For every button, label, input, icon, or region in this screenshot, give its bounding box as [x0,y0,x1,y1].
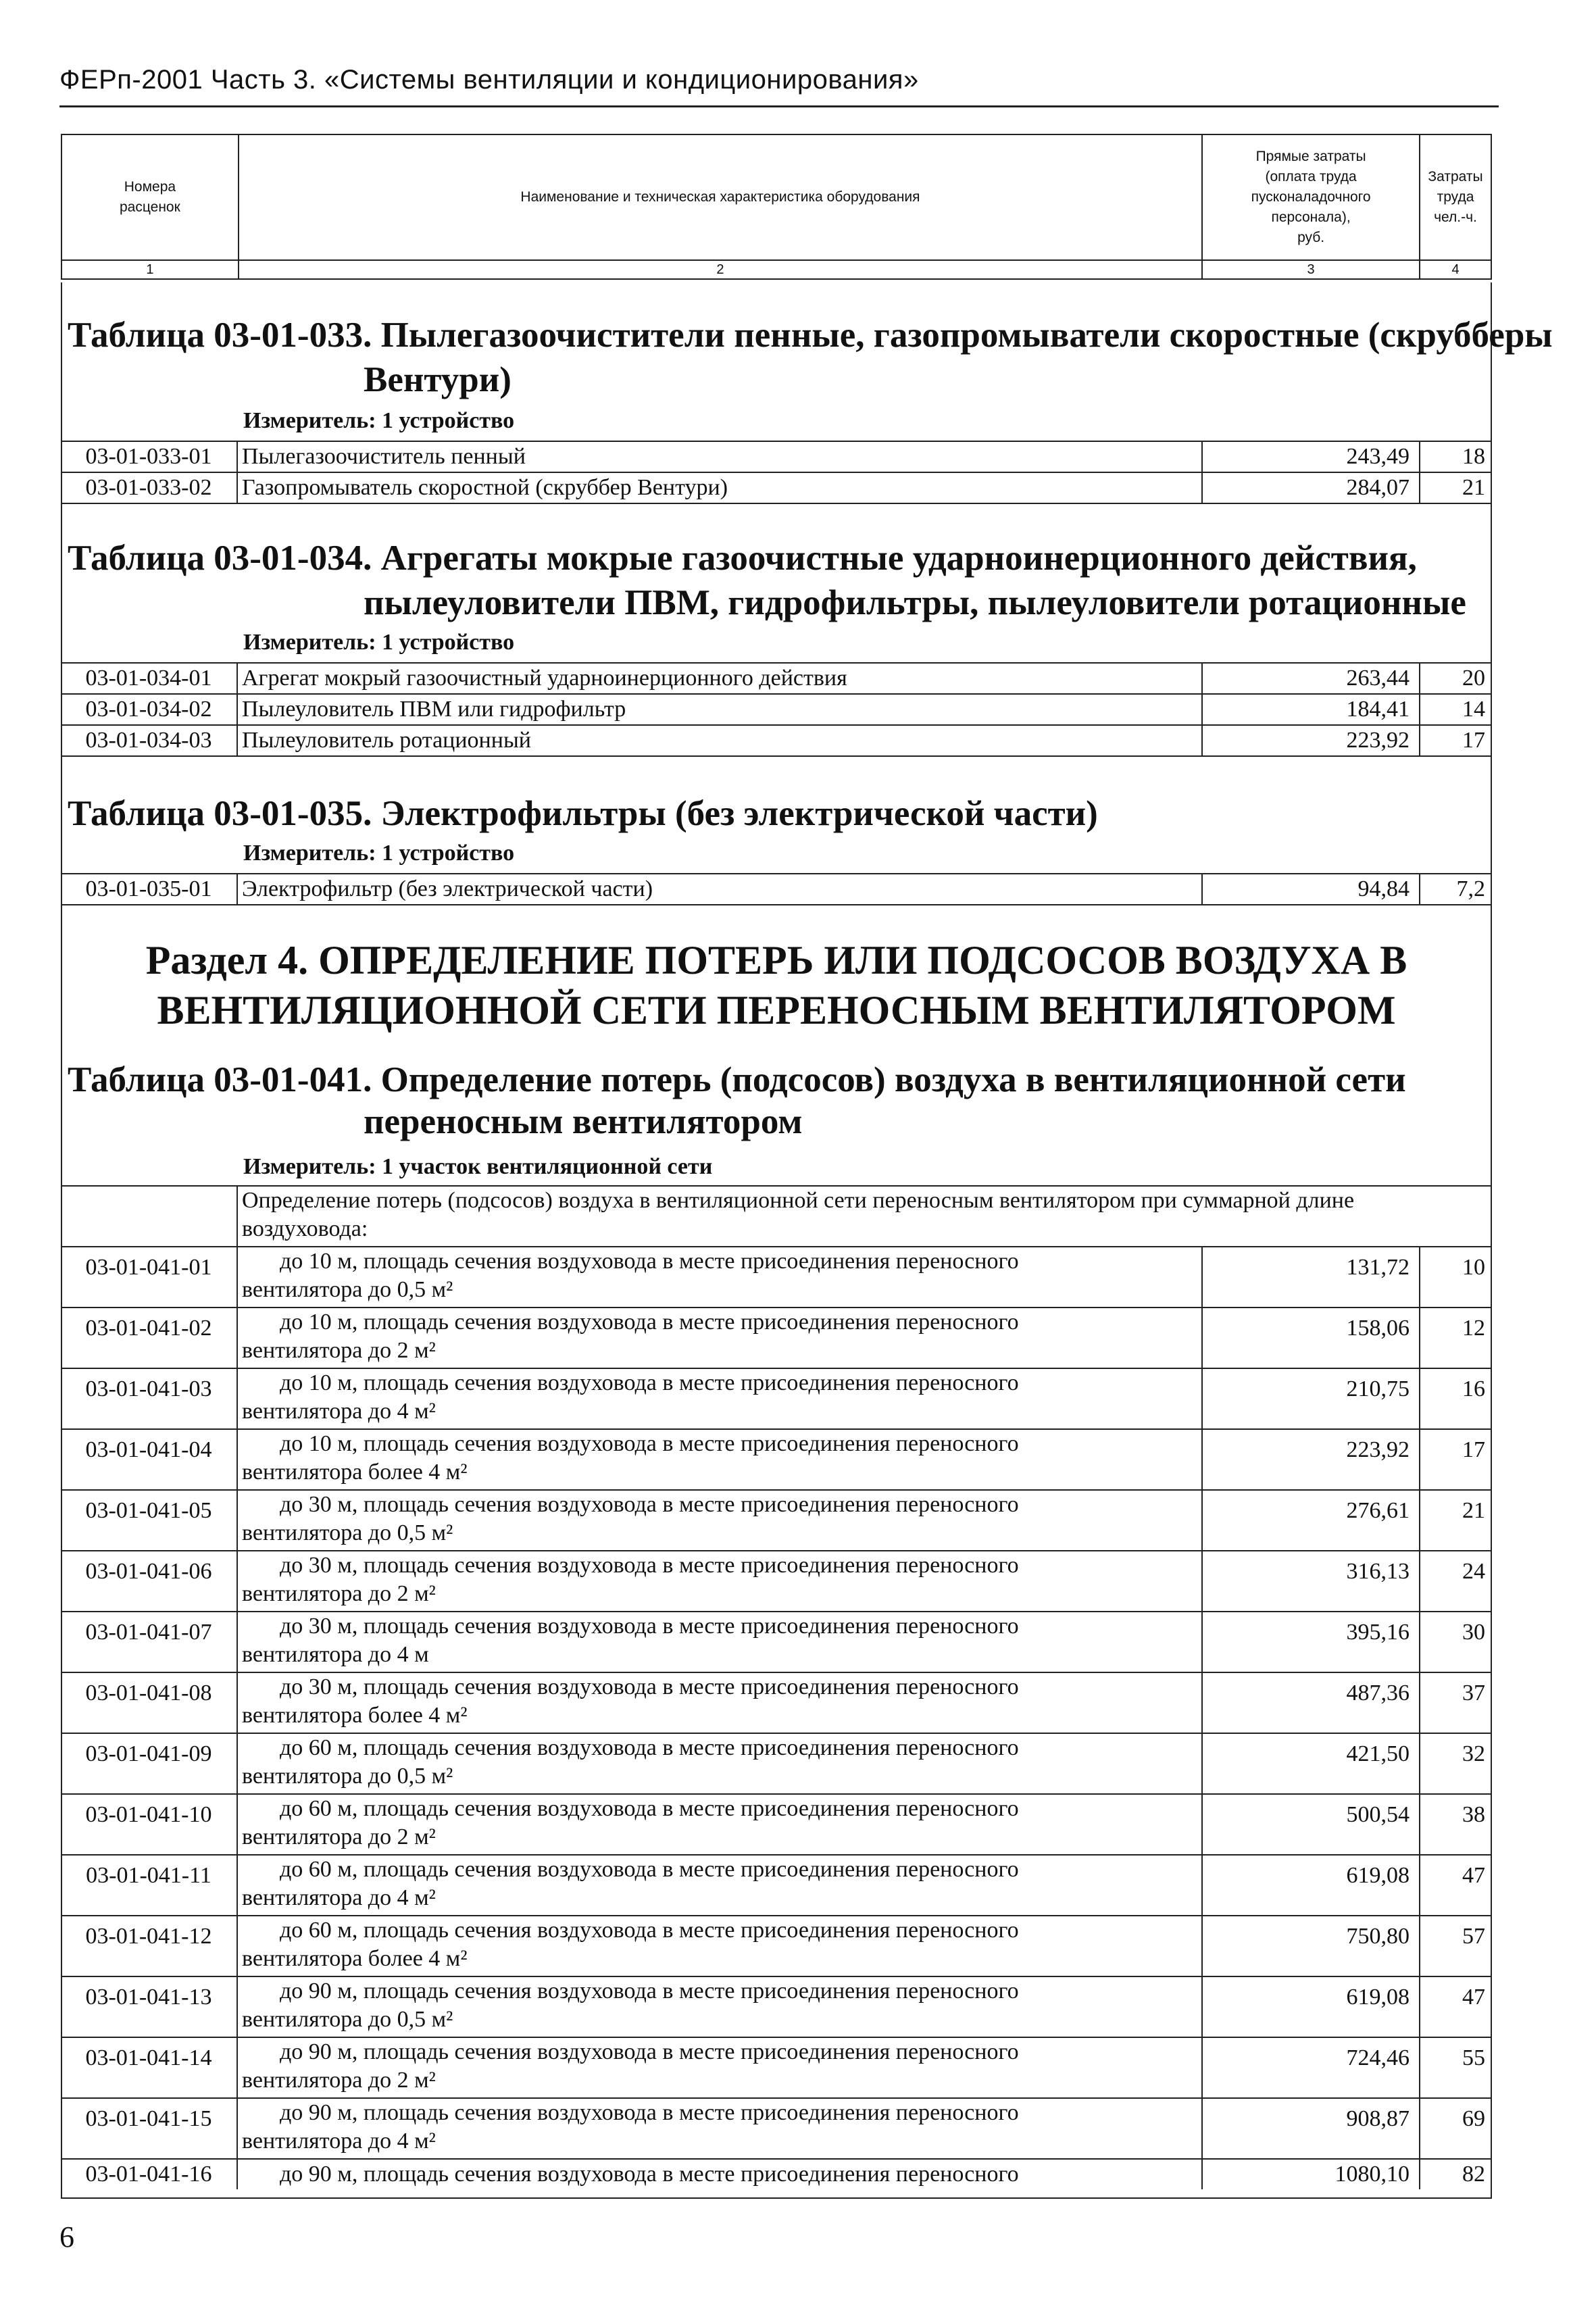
equipment-name-cell: Агрегат мокрый газоочистный ударноинерционного действия [238,664,1203,693]
equipment-name-cell [238,2099,1203,2158]
name-line1: до 60 м, площадь сечения воздуховода в месте присоединения переносного [280,1918,1019,1943]
table-033-rows [61,441,1492,504]
labor-cost-cell: 37 [1462,1681,1485,1706]
equipment-name-cell [238,1856,1203,1915]
table-035-rows [61,873,1492,905]
rate-code-cell: 03-01-034-03 [61,726,238,755]
equipment-name-cell [238,2038,1203,2097]
table-034-title-line2: пылеуловители ПВМ, гидрофильтры, пылеуловители ротационные [364,583,1466,622]
name-line2: вентилятора до 0,5 м² [242,1764,453,1789]
table-033-title-line1: Таблица 03-01-033. Пылегазоочистители пенные, газопромыватели скоростные (скрубберы [68,316,1553,355]
name-line1: до 10 м, площадь сечения воздуховода в месте присоединения переносного [280,1431,1019,1456]
intro-code-cell [61,1187,238,1246]
labor-cost-cell: 55 [1462,2045,1485,2070]
rate-code-cell: 03-01-041-11 [61,1856,238,1915]
equipment-name-cell [238,1612,1203,1672]
table-row [61,1308,1492,1369]
column-header-labor: Затраты труда чел.-ч. [1420,134,1491,260]
direct-cost-cell: 276,61 [1203,1491,1420,1550]
table-033-measure: Измеритель: 1 устройство [243,408,515,433]
direct-cost-cell: 750,80 [1203,1916,1420,1976]
table-row [61,1673,1492,1734]
table-row [61,1856,1492,1916]
direct-cost-cell: 243,49 [1203,442,1420,472]
running-header: ФЕРп-2001 Часть 3. «Системы вентиляции и кондиционирования» [59,65,919,95]
direct-cost-cell: 619,08 [1203,1977,1420,2037]
labor-cost-cell: 21 [1462,475,1485,500]
equipment-name-cell [238,1491,1203,1550]
table-034-measure: Измеритель: 1 устройство [243,630,515,655]
name-line2: вентилятора до 0,5 м² [242,1277,453,1302]
labor-cost-cell: 17 [1462,1437,1485,1462]
name-line2: вентилятора до 4 м [242,1642,429,1667]
labor-cost-cell: 7,2 [1456,876,1485,901]
name-line1: до 60 м, площадь сечения воздуховода в месте присоединения переносного [280,1857,1019,1882]
table-035-measure: Измеритель: 1 устройство [243,841,515,866]
table-row [61,1795,1492,1856]
equipment-name-cell [238,2160,1203,2189]
rate-code-cell: 03-01-041-14 [61,2038,238,2097]
equipment-name-cell [238,1430,1203,1489]
table-041-intro-line2: воздуховода: [242,1216,368,1241]
labor-cost-cell: 30 [1462,1620,1485,1645]
labor-cost-cell: 82 [1462,2162,1485,2187]
name-line1: до 60 м, площадь сечения воздуховода в месте присоединения переносного [280,1735,1019,1760]
rate-code-cell: 03-01-041-16 [61,2160,238,2189]
direct-cost-cell: 263,44 [1203,664,1420,693]
labor-cost-cell: 14 [1462,697,1485,722]
column-number-1: 1 [61,260,239,279]
table-row [61,695,1492,726]
name-line2: вентилятора более 4 м² [242,1703,468,1728]
table-row [61,1977,1492,2038]
table-041-intro-line1: Определение потерь (подсосов) воздуха в вентиляционной сети переносным вентилятором при суммарной длине [242,1188,1355,1213]
direct-cost-cell: 1080,10 [1203,2160,1420,2189]
rate-code-cell: 03-01-041-15 [61,2099,238,2158]
page-number: 6 [59,2220,74,2254]
table-034-rows [61,662,1492,757]
column-number-4: 4 [1420,260,1491,279]
rate-code-cell: 03-01-041-06 [61,1551,238,1611]
column-header-table [61,134,1492,280]
table-041-title-line2: переносным вентилятором [364,1102,803,1141]
table-row [61,726,1492,757]
table-row [61,2099,1492,2160]
rate-code-cell: 03-01-035-01 [61,874,238,904]
table-041-intro-text [238,1187,1492,1243]
rate-code-cell: 03-01-033-01 [61,442,238,472]
equipment-name-cell [238,1734,1203,1793]
equipment-name-cell: Электрофильтр (без электрической части) [238,874,1203,904]
direct-cost-cell: 210,75 [1203,1369,1420,1428]
labor-cost-cell: 21 [1462,1498,1485,1523]
direct-cost-cell: 223,92 [1203,726,1420,755]
equipment-name-cell [238,1916,1203,1976]
table-041-intro-row [61,1187,1492,1247]
equipment-name-cell [238,1977,1203,2037]
labor-cost-cell: 69 [1462,2106,1485,2131]
direct-cost-cell: 395,16 [1203,1612,1420,1672]
rate-code-cell: 03-01-041-01 [61,1247,238,1307]
name-line1: до 10 м, площадь сечения воздуховода в месте присоединения переносного [280,1310,1019,1335]
table-row [61,1612,1492,1673]
rate-code-cell: 03-01-041-07 [61,1612,238,1672]
name-line1: до 60 м, площадь сечения воздуховода в месте присоединения переносного [280,1796,1019,1821]
rate-code-cell: 03-01-041-05 [61,1491,238,1550]
labor-cost-cell: 47 [1462,1985,1485,2010]
section-4-title-line1: Раздел 4. ОПРЕДЕЛЕНИЕ ПОТЕРЬ ИЛИ ПОДСОСОВ ВОЗДУХА В [145,938,1407,982]
labor-cost-cell: 47 [1462,1863,1485,1888]
labor-cost-cell: 32 [1462,1741,1485,1766]
labor-cost-cell: 38 [1462,1802,1485,1827]
table-041-title-line1: Таблица 03-01-041. Определение потерь (подсосов) воздуха в вентиляционной сети [68,1060,1406,1099]
rate-code-cell: 03-01-041-02 [61,1308,238,1368]
labor-cost-cell: 16 [1462,1376,1485,1401]
labor-cost-cell: 20 [1462,666,1485,691]
labor-cost-cell: 10 [1462,1255,1485,1280]
column-number-3: 3 [1202,260,1420,279]
rate-code-cell: 03-01-033-02 [61,473,238,503]
name-line1: до 90 м, площадь сечения воздуховода в месте присоединения переносного [280,2162,1019,2187]
name-line2: вентилятора до 2 м² [242,1581,436,1606]
equipment-name-cell: Пылеуловитель ротационный [238,726,1203,755]
equipment-name-cell [238,1369,1203,1428]
table-row [61,1551,1492,1612]
labor-cost-cell: 12 [1462,1316,1485,1341]
direct-cost-cell: 158,06 [1203,1308,1420,1368]
equipment-name-cell: Пылеуловитель ПВМ или гидрофильтр [238,695,1203,724]
table-row [61,442,1492,473]
rate-code-cell: 03-01-041-03 [61,1369,238,1428]
name-line1: до 90 м, площадь сечения воздуховода в месте присоединения переносного [280,2039,1019,2064]
table-row [61,1430,1492,1491]
labor-cost-cell: 17 [1462,728,1485,753]
table-row [61,2038,1492,2099]
name-line2: вентилятора более 4 м² [242,1460,468,1485]
table-row [61,1491,1492,1551]
column-number-2: 2 [239,260,1202,279]
table-033-title-line2: Вентури) [364,360,512,399]
table-row [61,1734,1492,1795]
name-line1: до 30 м, площадь сечения воздуховода в месте присоединения переносного [280,1614,1019,1639]
name-line1: до 90 м, площадь сечения воздуховода в месте присоединения переносного [280,1978,1019,2003]
direct-cost-cell: 619,08 [1203,1856,1420,1915]
table-041-rows [61,1185,1492,2189]
name-line1: до 90 м, площадь сечения воздуховода в месте присоединения переносного [280,2100,1019,2125]
table-row [61,473,1492,504]
rate-code-cell: 03-01-034-02 [61,695,238,724]
equipment-name-cell [238,1795,1203,1854]
table-row [61,1369,1492,1430]
header-rule [59,105,1499,107]
labor-cost-cell: 57 [1462,1924,1485,1949]
column-header-name: Наименование и техническая характеристика оборудования [239,134,1202,260]
direct-cost-cell: 421,50 [1203,1734,1420,1793]
section-4-title-line2: ВЕНТИЛЯЦИОННОЙ СЕТИ ПЕРЕНОСНЫМ ВЕНТИЛЯТОРОМ [157,988,1396,1032]
equipment-name-cell [238,1247,1203,1307]
equipment-name-cell [238,1551,1203,1611]
table-row [61,1916,1492,1977]
rate-code-cell: 03-01-041-13 [61,1977,238,2037]
name-line1: до 10 м, площадь сечения воздуховода в месте присоединения переносного [280,1249,1019,1274]
name-line2: вентилятора до 4 м² [242,1885,436,1910]
rate-code-cell: 03-01-041-12 [61,1916,238,1976]
name-line2: вентилятора до 2 м² [242,1338,436,1363]
direct-cost-cell: 94,84 [1203,874,1420,904]
labor-cost-cell: 18 [1462,444,1485,469]
direct-cost-cell: 223,92 [1203,1430,1420,1489]
name-line2: вентилятора до 4 м² [242,2129,436,2154]
name-line2: вентилятора до 2 м² [242,1824,436,1849]
direct-cost-cell: 131,72 [1203,1247,1420,1307]
table-row [61,1247,1492,1308]
rate-code-cell: 03-01-034-01 [61,664,238,693]
direct-cost-cell: 500,54 [1203,1795,1420,1854]
table-041-measure: Измеритель: 1 участок вентиляционной сети [243,1154,713,1179]
rate-code-cell: 03-01-041-09 [61,1734,238,1793]
direct-cost-cell: 184,41 [1203,695,1420,724]
name-line1: до 30 м, площадь сечения воздуховода в месте присоединения переносного [280,1492,1019,1517]
name-line1: до 30 м, площадь сечения воздуховода в месте присоединения переносного [280,1553,1019,1578]
column-header-cost: Прямые затраты (оплата труда пусконаладочного персонала), руб. [1202,134,1420,260]
table-row [61,664,1492,695]
table-row [61,874,1492,905]
rate-code-cell: 03-01-041-08 [61,1673,238,1733]
name-line1: до 30 м, площадь сечения воздуховода в месте присоединения переносного [280,1674,1019,1699]
rate-code-cell: 03-01-041-10 [61,1795,238,1854]
direct-cost-cell: 908,87 [1203,2099,1420,2158]
name-line2: вентилятора до 2 м² [242,2068,436,2093]
equipment-name-cell: Газопромыватель скоростной (скруббер Вентури) [238,473,1203,503]
name-line1: до 10 м, площадь сечения воздуховода в месте присоединения переносного [280,1370,1019,1395]
direct-cost-cell: 316,13 [1203,1551,1420,1611]
table-row [61,2160,1492,2189]
direct-cost-cell: 284,07 [1203,473,1420,503]
name-line2: вентилятора до 4 м² [242,1399,436,1424]
table-035-title-line1: Таблица 03-01-035. Электрофильтры (без электрической части) [68,794,1098,833]
equipment-name-cell [238,1308,1203,1368]
name-line2: вентилятора до 0,5 м² [242,1520,453,1545]
direct-cost-cell: 487,36 [1203,1673,1420,1733]
direct-cost-cell: 724,46 [1203,2038,1420,2097]
equipment-name-cell: Пылегазоочиститель пенный [238,442,1203,472]
rate-code-cell: 03-01-041-04 [61,1430,238,1489]
name-line2: вентилятора более 4 м² [242,1946,468,1971]
table-034-title-line1: Таблица 03-01-034. Агрегаты мокрые газоочистные ударноинерционного действия, [68,539,1417,578]
name-line2: вентилятора до 0,5 м² [242,2007,453,2032]
labor-cost-cell: 24 [1462,1559,1485,1584]
equipment-name-cell [238,1673,1203,1733]
column-header-code: Номера расценок [61,134,239,260]
